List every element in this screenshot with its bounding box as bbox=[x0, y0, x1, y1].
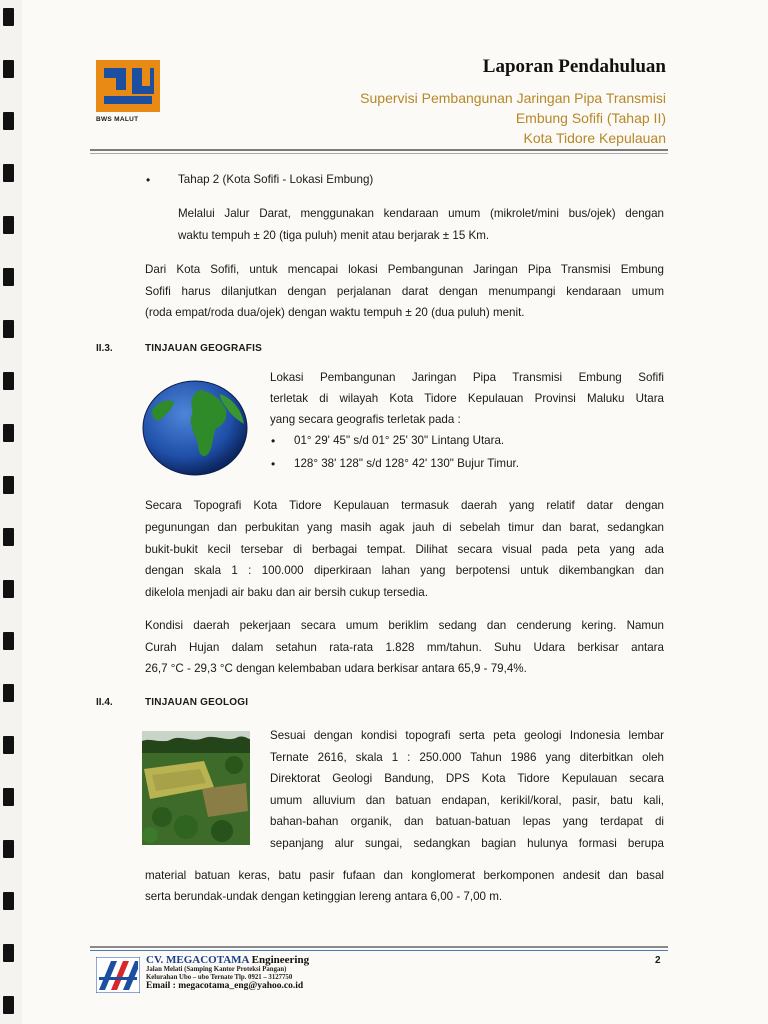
geologi-line: umum alluvium dan batuan endapan, kerikil/koral, pasir, batu kali, bbox=[270, 794, 664, 807]
intro-para2-line: Dari Kota Sofifi, untuk mencapai lokasi Pembangunan Jaringan Pipa Transmisi Embung bbox=[145, 263, 664, 276]
iklim-line: 26,7 °C - 29,3 °C dengan kelembaban udara berkisar antara 65,9 - 79,4%. bbox=[145, 662, 527, 675]
header-divider bbox=[90, 149, 668, 151]
geologi-line: Ternate 2616, skala 1 : 250.000 Tahun 1986 yang diterbitkan oleh bbox=[270, 751, 664, 764]
topografi-line: pegunungan dan perbukitan yang masih agak jauh di sebelah timur dan barat, sedangkan bbox=[145, 521, 664, 534]
geologi-line: sepanjang alur sungai, sedangkan bagian hulunya formasi berupa bbox=[270, 837, 664, 850]
topografi-line: dengan skala 1 : 100.000 diperkiraan lahan yang berpotensi untuk dikembangkan dan bbox=[145, 564, 664, 577]
bullet-tahap-2: Tahap 2 (Kota Sofifi - Lokasi Embung) bbox=[178, 173, 374, 186]
geologi-continuation: serta berundak-undak dengan ketinggian lereng antara 6,00 - 7,00 m. bbox=[145, 890, 503, 903]
coordinate-bujur: 128° 38' 128" s/d 128° 42' 130" Bujur Timur. bbox=[294, 457, 519, 470]
page-number: 2 bbox=[655, 955, 661, 966]
logo-caption: BWS MALUT bbox=[96, 116, 139, 123]
section-number: II.3. bbox=[96, 343, 113, 354]
iklim-line: Kondisi daerah pekerjaan secara umum beriklim sedang dan cenderung kering. Namun bbox=[145, 619, 664, 632]
company-suffix: Engineering bbox=[251, 954, 310, 966]
bullet-icon: • bbox=[271, 434, 276, 448]
geologi-line: bahan-bahan organik, dan batuan-batuan lepas yang terdapat di bbox=[270, 815, 664, 828]
topografi-line: bukit-bukit kecil tersebar di berbagai tempat. Dilihat secara visual pada peta yang ada bbox=[145, 543, 664, 556]
report-title: Laporan Pendahuluan bbox=[482, 56, 666, 77]
landscape-photo bbox=[142, 731, 250, 845]
report-subtitle bbox=[360, 88, 666, 148]
geologi-continuation: material batuan keras, batu pasir fufaan dan konglomerat berkomponen andesit dan basal bbox=[145, 869, 664, 882]
footer-email: Email : megacotama_eng@yahoo.co.id bbox=[146, 981, 304, 991]
bullet-icon: • bbox=[146, 173, 151, 187]
subtitle-line: Kota Tidore Kepulauan bbox=[523, 130, 666, 146]
subtitle-line: Embung Sofifi (Tahap II) bbox=[515, 110, 666, 126]
subtitle-line: Supervisi Pembangunan Jaringan Pipa Transmisi bbox=[360, 90, 666, 106]
intro-para2-line: Sofifi harus dilanjutkan dengan perjalanan darat dengan menumpangi kendaraan umum bbox=[145, 285, 664, 298]
footer-divider bbox=[90, 946, 668, 948]
footer-company bbox=[146, 954, 309, 966]
footer-divider-blue bbox=[90, 950, 668, 951]
section-heading: TINJAUAN GEOLOGI bbox=[145, 697, 249, 708]
geologi-line: Sesuai dengan kondisi topografi serta peta geologi Indonesia lembar bbox=[270, 729, 664, 742]
iklim-line: Curah Hujan dalam setahun rata-rata 1.828 mm/tahun. Suhu Udara berkisar antara bbox=[145, 641, 664, 654]
footer-address-line: Kelurahan Ubo – ubo Ternate Tlp. 0921 – 3127750 bbox=[146, 974, 293, 981]
intro-para1-line: waktu tempuh ± 20 (tiga puluh) menit atau berjarak ± 15 Km. bbox=[178, 229, 490, 242]
bullet-icon: • bbox=[271, 457, 276, 471]
company-name: CV. MEGACOTAMA bbox=[146, 954, 249, 966]
globe-image bbox=[142, 380, 248, 476]
geografis-line: terletak di wilayah Kota Tidore Kepulauan Provinsi Maluku Utara bbox=[270, 392, 664, 405]
megacotama-logo bbox=[96, 957, 140, 993]
topografi-line: Secara Topografi Kota Tidore Kepulauan termasuk daerah yang relatif datar dengan bbox=[145, 499, 664, 512]
geologi-line: Direktorat Geologi Bandung, DPS Kota Tidore Kepulauan secara bbox=[270, 772, 664, 785]
coordinate-lintang: 01° 29' 45" s/d 01° 25' 30" Lintang Utara. bbox=[294, 434, 505, 447]
bws-logo bbox=[96, 60, 160, 112]
binding-holes bbox=[0, 0, 22, 1024]
intro-para1-line: Melalui Jalur Darat, menggunakan kendaraan umum (mikrolet/mini bus/ojek) dengan bbox=[178, 207, 664, 220]
header-divider-thin bbox=[90, 153, 668, 154]
section-heading: TINJAUAN GEOGRAFIS bbox=[145, 343, 262, 354]
geografis-line: yang secara geografis terletak pada : bbox=[270, 413, 461, 426]
footer-address-line: Jalan Melati (Samping Kantor Proteksi Pangan) bbox=[146, 966, 287, 973]
geografis-line: Lokasi Pembangunan Jaringan Pipa Transmisi Embung Sofifi bbox=[270, 371, 664, 384]
intro-para2-line: (roda empat/roda dua/ojek) dengan waktu tempuh ± 20 (dua puluh) menit. bbox=[145, 306, 525, 319]
section-number: II.4. bbox=[96, 697, 113, 708]
topografi-line: dikelola menjadi air baku dan air bersih cukup tersedia. bbox=[145, 586, 428, 599]
